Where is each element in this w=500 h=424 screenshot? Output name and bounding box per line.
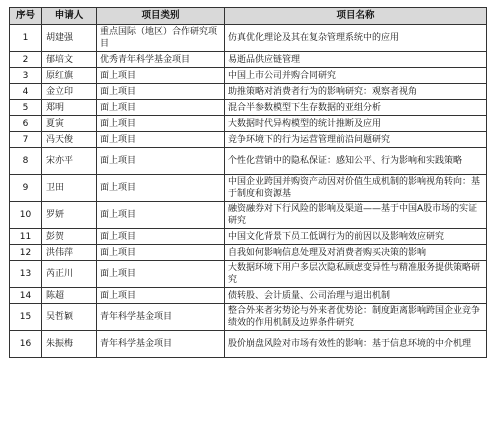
- header-title: 项目名称: [225, 8, 487, 25]
- category-cell: 面上项目: [97, 132, 225, 148]
- title-cell: 整合外来者劣势论与外来者优势论：制度距离影响跨国企业竞争绩效的作用机制及边界条件研究: [225, 304, 487, 331]
- category-cell: 优秀青年科学基金项目: [97, 52, 225, 68]
- table-row: [10, 229, 487, 245]
- header-category: 项目类别: [97, 8, 225, 25]
- row-number: 2: [10, 52, 42, 68]
- row-number: 6: [10, 116, 42, 132]
- applicant-cell: 洪伟萍: [42, 245, 97, 261]
- applicant-cell: 冯天俊: [42, 132, 97, 148]
- table-row: [10, 100, 487, 116]
- title-cell: 仿真优化理论及其在复杂管理系统中的应用: [225, 25, 487, 52]
- table-row: [10, 116, 487, 132]
- title-cell: 个性化营销中的隐私保证：感知公平、行为影响和实践策略: [225, 148, 487, 175]
- row-number: 5: [10, 100, 42, 116]
- category-cell: 面上项目: [97, 100, 225, 116]
- title-cell: 中国企业跨国并购资产动因对价值生成机制的影响视角转向：基于制度和资源基: [225, 175, 487, 202]
- applicant-cell: 胡建强: [42, 25, 97, 52]
- category-cell: 面上项目: [97, 68, 225, 84]
- applicant-cell: 陈超: [42, 288, 97, 304]
- table-row: [10, 84, 487, 100]
- row-number: 9: [10, 175, 42, 202]
- category-cell: 面上项目: [97, 116, 225, 132]
- title-cell: 债转股、会计质量、公司治理与退出机制: [225, 288, 487, 304]
- category-cell: 重点国际（地区）合作研究项目: [97, 25, 225, 52]
- title-cell: 易逝品供应链管理: [225, 52, 487, 68]
- title-cell: 自我如何影响信息处理及对消费者购买决策的影响: [225, 245, 487, 261]
- row-number: 4: [10, 84, 42, 100]
- table-row: [10, 132, 487, 148]
- table-body: [10, 25, 487, 358]
- applicant-cell: 罗妍: [42, 202, 97, 229]
- row-number: 1: [10, 25, 42, 52]
- category-cell: 青年科学基金项目: [97, 331, 225, 358]
- title-cell: 竞争环境下的行为运营管理前沿问题研究: [225, 132, 487, 148]
- table-row: [10, 148, 487, 175]
- title-cell: 股价崩盘风险对市场有效性的影响：基于信息环境的中介机理: [225, 331, 487, 358]
- row-number: 13: [10, 261, 42, 288]
- table-row: [10, 304, 487, 331]
- header-row: [10, 8, 487, 25]
- title-cell: 中国文化背景下员工低调行为的前因以及影响效应研究: [225, 229, 487, 245]
- header-no: 序号: [10, 8, 42, 25]
- title-cell: 大数据时代异构模型的统计推断及应用: [225, 116, 487, 132]
- category-cell: 面上项目: [97, 84, 225, 100]
- table-row: [10, 261, 487, 288]
- row-number: 10: [10, 202, 42, 229]
- table-row: [10, 68, 487, 84]
- table-row: [10, 245, 487, 261]
- category-cell: 面上项目: [97, 288, 225, 304]
- table-row: [10, 25, 487, 52]
- category-cell: 青年科学基金项目: [97, 304, 225, 331]
- category-cell: 面上项目: [97, 148, 225, 175]
- row-number: 7: [10, 132, 42, 148]
- table-row: [10, 202, 487, 229]
- table-row: [10, 331, 487, 358]
- applicant-cell: 郑明: [42, 100, 97, 116]
- row-number: 14: [10, 288, 42, 304]
- header-applicant: 申请人: [42, 8, 97, 25]
- applicant-cell: 金立印: [42, 84, 97, 100]
- category-cell: 面上项目: [97, 202, 225, 229]
- table-row: [10, 52, 487, 68]
- applicant-cell: 卫田: [42, 175, 97, 202]
- category-cell: 面上项目: [97, 245, 225, 261]
- row-number: 15: [10, 304, 42, 331]
- row-number: 8: [10, 148, 42, 175]
- applicant-cell: 芮正川: [42, 261, 97, 288]
- row-number: 11: [10, 229, 42, 245]
- title-cell: 大数据环境下用户多层次隐私顾虑变异性与精准服务提供策略研究: [225, 261, 487, 288]
- applicant-cell: 吴哲颖: [42, 304, 97, 331]
- applicant-cell: 原红旗: [42, 68, 97, 84]
- table-row: [10, 175, 487, 202]
- applicant-cell: 郁培文: [42, 52, 97, 68]
- title-cell: 混合半参数模型下生存数据的亚组分析: [225, 100, 487, 116]
- category-cell: 面上项目: [97, 175, 225, 202]
- category-cell: 面上项目: [97, 229, 225, 245]
- applicant-cell: 宋亦平: [42, 148, 97, 175]
- title-cell: 融资融券对下行风险的影响及渠道——基于中国A股市场的实证研究: [225, 202, 487, 229]
- applicant-cell: 夏寅: [42, 116, 97, 132]
- row-number: 16: [10, 331, 42, 358]
- applicant-cell: 朱振梅: [42, 331, 97, 358]
- category-cell: 面上项目: [97, 261, 225, 288]
- title-cell: 中国上市公司并购合同研究: [225, 68, 487, 84]
- applicant-cell: 彭贺: [42, 229, 97, 245]
- table-row: [10, 288, 487, 304]
- row-number: 3: [10, 68, 42, 84]
- project-table: [9, 7, 487, 358]
- title-cell: 助推策略对消费者行为的影响研究：观察者视角: [225, 84, 487, 100]
- row-number: 12: [10, 245, 42, 261]
